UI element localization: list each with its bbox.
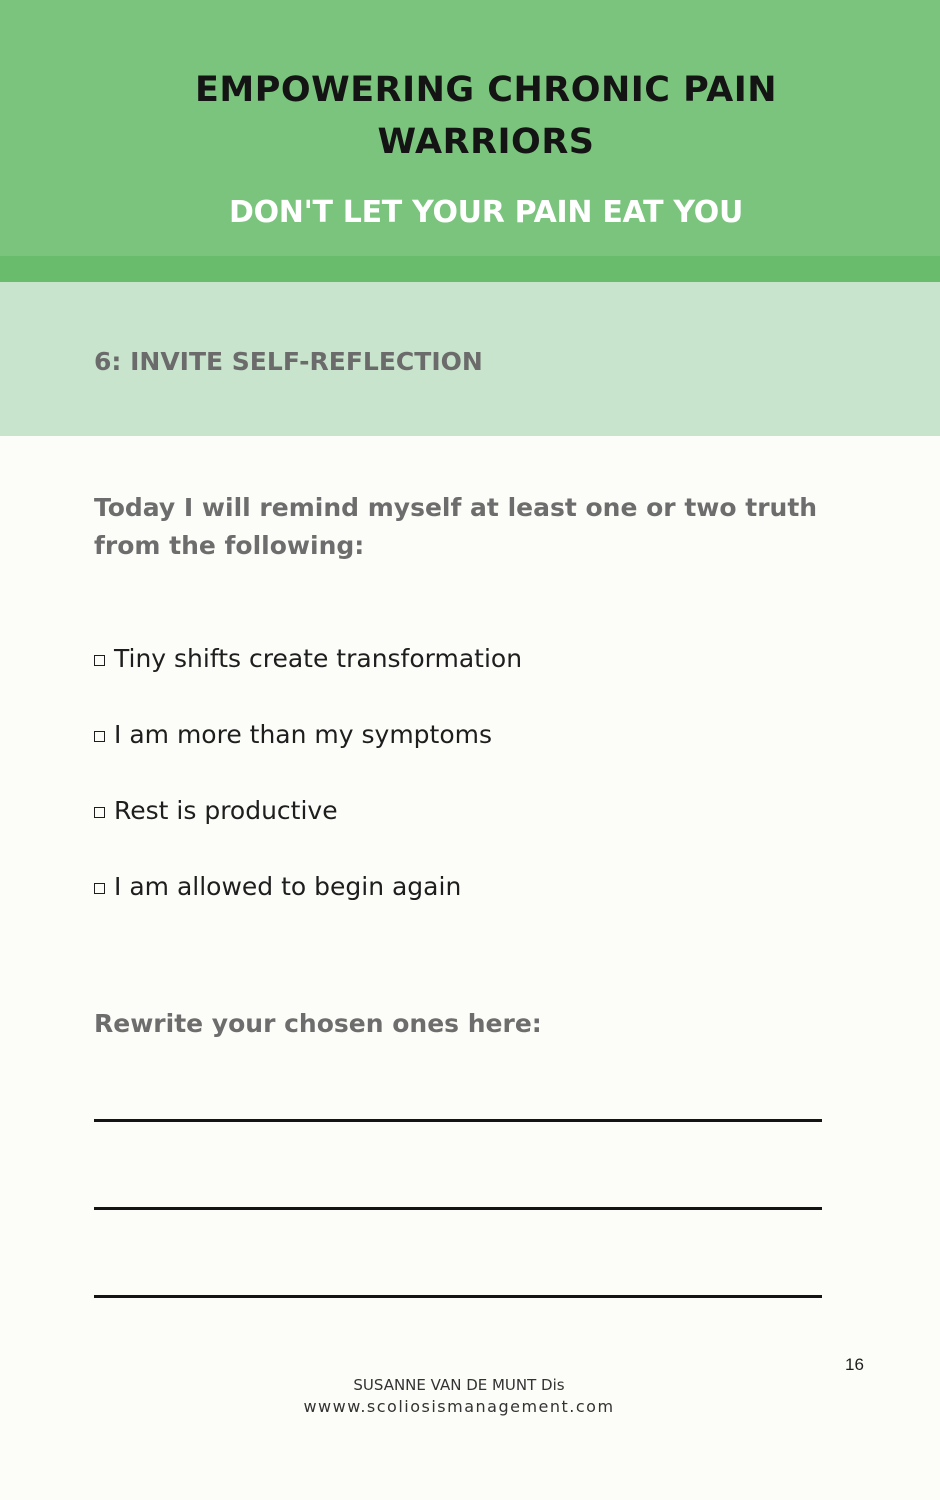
checklist-item[interactable] xyxy=(94,716,492,754)
section-title: 6: INVITE SELF-REFLECTION xyxy=(94,347,483,376)
checklist-item-label: Tiny shifts create transformation xyxy=(114,644,523,673)
checklist-item-label: I am more than my symptoms xyxy=(114,720,493,749)
footer-website: wwww.scoliosismanagement.com xyxy=(303,1397,615,1416)
checkbox-icon[interactable] xyxy=(94,655,105,666)
checklist-item-label: I am allowed to begin again xyxy=(114,872,462,901)
writing-line[interactable] xyxy=(94,1295,822,1298)
footer-author: SUSANNE VAN DE MUNT Dis xyxy=(353,1376,565,1394)
writing-line[interactable] xyxy=(94,1207,822,1210)
title-line-2: WARRIORS xyxy=(377,122,595,162)
title-line-1: EMPOWERING CHRONIC PAIN xyxy=(194,70,778,110)
document-subtitle: DON'T LET YOUR PAIN EAT YOU xyxy=(228,195,744,230)
rewrite-prompt: Rewrite your chosen ones here: xyxy=(94,1009,542,1038)
checkbox-icon[interactable] xyxy=(94,731,105,742)
intro-text: Today I will remind myself at least one or two truth from the following: xyxy=(94,493,818,560)
writing-line[interactable] xyxy=(94,1119,822,1122)
document-title xyxy=(0,64,940,168)
checklist-item[interactable] xyxy=(94,792,338,830)
checklist-item[interactable] xyxy=(94,640,522,678)
checklist-item-label: Rest is productive xyxy=(114,796,338,825)
checkbox-icon[interactable] xyxy=(94,883,105,894)
header-stripe xyxy=(0,256,940,282)
checklist-item[interactable] xyxy=(94,868,461,906)
page-number: 16 xyxy=(845,1355,864,1374)
checkbox-icon[interactable] xyxy=(94,807,105,818)
